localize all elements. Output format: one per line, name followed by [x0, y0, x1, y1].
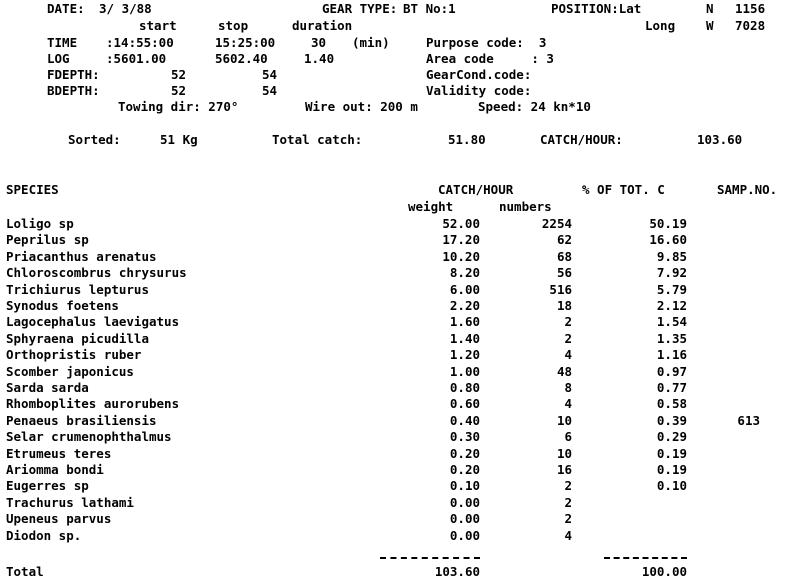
total-weight: 103.60 [434, 564, 480, 579]
samp-value: 613 [737, 413, 760, 428]
species-name: Penaeus brasiliensis [6, 413, 157, 428]
pct-total-rule [604, 557, 687, 559]
pct-value: 0.19 [656, 446, 687, 461]
numbers-value: 4 [564, 396, 572, 411]
weight-value: 0.30 [449, 429, 480, 444]
weight-value: 0.80 [449, 380, 480, 395]
position-label: POSITION:Lat [551, 1, 642, 16]
total-catch-label: Total catch: [272, 132, 363, 147]
fdepth-stop: 54 [262, 67, 278, 82]
catch-hour-value: 103.60 [697, 132, 743, 147]
weight-value: 52.00 [442, 216, 480, 231]
pct-value: 5.79 [656, 282, 687, 297]
numbers-value: 516 [549, 282, 572, 297]
validity-code: Validity code: [426, 83, 532, 98]
numbers-value: 18 [556, 298, 572, 313]
weight-value: 0.00 [449, 511, 480, 526]
sorted-label: Sorted: [68, 132, 121, 147]
pct-value: 2.12 [656, 298, 687, 313]
pct-value: 1.16 [656, 347, 687, 362]
species-name: Chloroscombrus chrysurus [6, 265, 187, 280]
numbers-value: 8 [564, 380, 572, 395]
weight-value: 2.20 [449, 298, 480, 313]
weight-value: 0.10 [449, 478, 480, 493]
species-name: Loligo sp [6, 216, 74, 231]
weight-value: 0.00 [449, 528, 480, 543]
pct-value: 0.77 [656, 380, 687, 395]
species-name: Synodus foetens [6, 298, 119, 313]
numbers-value: 62 [556, 232, 572, 247]
date-label: DATE: [47, 1, 85, 16]
time-label: TIME [47, 35, 78, 50]
species-name: Sarda sarda [6, 380, 89, 395]
numbers-value: 48 [556, 364, 572, 379]
fdepth-label: FDEPTH: [47, 67, 100, 82]
wire-out: Wire out: 200 m [305, 99, 418, 114]
numbers-value: 68 [556, 249, 572, 264]
col-duration-label: duration [292, 18, 353, 33]
samp-header: SAMP.NO. [717, 182, 778, 197]
numbers-value: 4 [564, 528, 572, 543]
weight-value: 1.20 [449, 347, 480, 362]
species-name: Lagocephalus laevigatus [6, 314, 180, 329]
weight-value: 0.20 [449, 462, 480, 477]
towing-direction: Towing dir: 270° [118, 99, 239, 114]
weight-value: 0.40 [449, 413, 480, 428]
purpose-code: Purpose code: 3 [426, 35, 547, 50]
bdepth-stop: 54 [262, 83, 278, 98]
col-stop-label: stop [218, 18, 249, 33]
species-name: Rhomboplites aurorubens [6, 396, 180, 411]
species-name: Orthopristis ruber [6, 347, 142, 362]
gear-type-label: GEAR TYPE: [322, 1, 398, 16]
numbers-value: 2 [564, 331, 572, 346]
weight-value: 6.00 [449, 282, 480, 297]
numbers-value: 2 [564, 314, 572, 329]
lat-hemisphere: N [706, 1, 714, 16]
col-start-label: start [139, 18, 177, 33]
total-label: Total [6, 564, 44, 579]
catch-hour-header: CATCH/HOUR [438, 182, 514, 197]
weight-value: 0.20 [449, 446, 480, 461]
pct-value: 16.60 [649, 232, 687, 247]
total-pct: 100.00 [641, 564, 687, 579]
species-name: Ariomma bondi [6, 462, 104, 477]
sorted-value: 51 Kg [160, 132, 198, 147]
fdepth-start: 52 [171, 67, 187, 82]
weight-value: 10.20 [442, 249, 480, 264]
numbers-value: 4 [564, 347, 572, 362]
pct-value: 0.97 [656, 364, 687, 379]
log-duration: 1.40 [304, 51, 335, 66]
bdepth-start: 52 [171, 83, 187, 98]
numbers-value: 10 [556, 446, 572, 461]
pct-header: % OF TOT. C [582, 182, 665, 197]
pct-value: 7.92 [656, 265, 687, 280]
species-name: Peprilus sp [6, 232, 89, 247]
species-name: Sphyraena picudilla [6, 331, 149, 346]
numbers-header: numbers [499, 199, 552, 214]
numbers-value: 6 [564, 429, 572, 444]
speed: Speed: 24 kn*10 [478, 99, 591, 114]
species-name: Eugerres sp [6, 478, 89, 493]
pct-value: 0.39 [656, 413, 687, 428]
numbers-value: 56 [556, 265, 572, 280]
weight-value: 1.00 [449, 364, 480, 379]
species-name: Scomber japonicus [6, 364, 134, 379]
pct-value: 1.54 [656, 314, 687, 329]
pct-value: 0.29 [656, 429, 687, 444]
catch-hour-label: CATCH/HOUR: [540, 132, 623, 147]
lat-value: 1156 [735, 1, 766, 16]
weight-value: 1.60 [449, 314, 480, 329]
gear-cond-code: GearCond.code: [426, 67, 532, 82]
time-unit: (min) [352, 35, 390, 50]
pct-value: 0.10 [656, 478, 687, 493]
pct-value: 0.58 [656, 396, 687, 411]
numbers-value: 2 [564, 495, 572, 510]
numbers-value: 16 [556, 462, 572, 477]
log-label: LOG [47, 51, 70, 66]
species-name: Upeneus parvus [6, 511, 112, 526]
species-name: Etrumeus teres [6, 446, 112, 461]
species-header: SPECIES [6, 182, 59, 197]
species-name: Priacanthus arenatus [6, 249, 157, 264]
pct-value: 50.19 [649, 216, 687, 231]
weight-value: 0.00 [449, 495, 480, 510]
numbers-value: 10 [556, 413, 572, 428]
weight-total-rule [380, 557, 480, 559]
species-name: Selar crumenophthalmus [6, 429, 172, 444]
pct-value: 1.35 [656, 331, 687, 346]
log-start: :5601.00 [106, 51, 167, 66]
long-hemisphere: W [706, 18, 714, 33]
numbers-value: 2 [564, 478, 572, 493]
species-name: Trachurus lathami [6, 495, 134, 510]
long-label: Long [645, 18, 676, 33]
weight-value: 0.60 [449, 396, 480, 411]
weight-value: 1.40 [449, 331, 480, 346]
pct-value: 0.19 [656, 462, 687, 477]
numbers-value: 2 [564, 511, 572, 526]
time-start: :14:55:00 [106, 35, 174, 50]
pct-value: 9.85 [656, 249, 687, 264]
weight-value: 8.20 [449, 265, 480, 280]
time-stop: 15:25:00 [215, 35, 276, 50]
area-code: Area code : 3 [426, 51, 554, 66]
total-catch-value: 51.80 [448, 132, 486, 147]
weight-value: 17.20 [442, 232, 480, 247]
gear-type-value: BT No:1 [403, 1, 456, 16]
time-duration: 30 [311, 35, 327, 50]
weight-header: weight [408, 199, 454, 214]
species-name: Trichiurus lepturus [6, 282, 149, 297]
species-name: Diodon sp. [6, 528, 82, 543]
numbers-value: 2254 [541, 216, 572, 231]
date-value: 3/ 3/88 [99, 1, 152, 16]
bdepth-label: BDEPTH: [47, 83, 100, 98]
log-stop: 5602.40 [215, 51, 268, 66]
long-value: 7028 [735, 18, 766, 33]
